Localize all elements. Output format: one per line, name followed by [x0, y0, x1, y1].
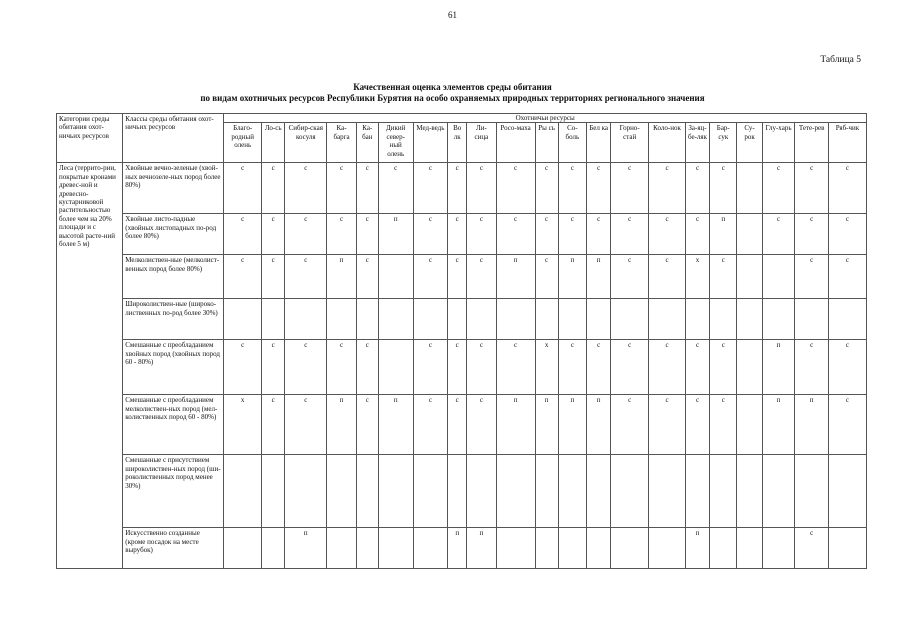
rating-cell: х [685, 255, 709, 299]
rating-cell [828, 455, 866, 528]
rating-cell: с [224, 255, 262, 299]
rating-cell: п [378, 214, 413, 255]
species-header: Тете-рев [795, 123, 829, 163]
species-header: Ли-сица [467, 123, 496, 163]
rating-cell: с [356, 255, 378, 299]
species-header: Бар-сук [710, 123, 737, 163]
rating-cell [496, 299, 535, 340]
rating-cell [649, 455, 686, 528]
table-row [57, 163, 867, 214]
rating-cell [285, 455, 327, 528]
rating-cell [685, 455, 709, 528]
rating-cell [224, 528, 262, 569]
rating-cell [327, 299, 356, 340]
rating-cell: с [285, 340, 327, 395]
rating-cell [224, 299, 262, 340]
rating-cell [737, 395, 762, 455]
rating-cell: п [496, 255, 535, 299]
rating-cell: п [762, 340, 795, 395]
rating-cell [356, 528, 378, 569]
rating-cell: с [285, 255, 327, 299]
rating-cell [685, 299, 709, 340]
habitat-class-label: Смешанные с преобладанием мелколиствен-ных пород (мел-колиственных пород 60 - 80%) [123, 395, 224, 455]
rating-cell: с [611, 340, 649, 395]
rating-cell: с [649, 395, 686, 455]
rating-cell [467, 299, 496, 340]
rating-cell: с [285, 395, 327, 455]
rating-cell: с [685, 340, 709, 395]
rating-cell [737, 340, 762, 395]
rating-cell [587, 528, 611, 569]
rating-cell: с [828, 395, 866, 455]
col-header-category: Категории среды обитания охот-ничьих ресурсов [57, 114, 123, 163]
rating-cell: с [356, 340, 378, 395]
rating-cell [285, 299, 327, 340]
rating-cell: п [558, 255, 586, 299]
habitat-class-label: Искусственно созданные (кроме посадок на месте вырубок) [123, 528, 224, 569]
species-header: Ка-барга [327, 123, 356, 163]
rating-cell [558, 528, 586, 569]
page-number: 61 [448, 10, 457, 20]
rating-cell [378, 528, 413, 569]
rating-cell [262, 299, 285, 340]
rating-cell [737, 255, 762, 299]
table-title [0, 82, 905, 104]
rating-cell [448, 299, 467, 340]
table-label: Таблица 5 [820, 55, 861, 65]
rating-cell: с [535, 214, 558, 255]
rating-cell: с [496, 340, 535, 395]
rating-cell: п [762, 395, 795, 455]
rating-cell: с [327, 340, 356, 395]
rating-cell: с [467, 214, 496, 255]
species-header: Горно-стай [611, 123, 649, 163]
rating-cell [737, 528, 762, 569]
rating-cell: с [649, 163, 686, 214]
rating-cell: с [224, 163, 262, 214]
species-header: Ка-бан [356, 123, 378, 163]
species-header: Глу-харь [762, 123, 795, 163]
rating-cell: с [413, 340, 448, 395]
table-row [57, 214, 867, 255]
habitat-class-label: Хвойные вечно-зеленые (хвой-ных вечнозеле-ных пород более 80%) [123, 163, 224, 214]
rating-cell [762, 299, 795, 340]
habitat-class-label: Широколиствен-ные (широко-лиственных по-род более 30%) [123, 299, 224, 340]
species-header: Мед-ведь [413, 123, 448, 163]
habitat-class-label: Смешанные с преобладанием хвойных пород (хвойных пород 60 - 80%) [123, 340, 224, 395]
rating-cell: с [448, 395, 467, 455]
rating-cell: с [448, 214, 467, 255]
species-header: Ряб-чик [828, 123, 866, 163]
rating-cell: х [224, 395, 262, 455]
rating-cell: с [649, 340, 686, 395]
rating-cell: с [224, 214, 262, 255]
rating-cell [737, 163, 762, 214]
rating-cell: п [378, 395, 413, 455]
rating-cell [587, 455, 611, 528]
rating-cell [356, 455, 378, 528]
rating-cell: с [828, 163, 866, 214]
habitat-category: Леса (террито-рии, покрытые кронами древес-ной и древесно-кустарниковой растительностью более чем на 20% площади и с высотой расте-ний более 5 м) [57, 163, 123, 569]
table-row [57, 528, 867, 569]
rating-cell: х [535, 340, 558, 395]
rating-cell: с [448, 163, 467, 214]
rating-cell: с [467, 255, 496, 299]
rating-cell: с [356, 163, 378, 214]
rating-cell [496, 528, 535, 569]
rating-cell: п [327, 255, 356, 299]
rating-cell [378, 299, 413, 340]
rating-cell: п [558, 395, 586, 455]
rating-cell: с [496, 214, 535, 255]
species-header: Росо-маха [496, 123, 535, 163]
rating-cell [558, 455, 586, 528]
rating-cell: с [356, 214, 378, 255]
rating-cell [448, 455, 467, 528]
rating-cell [828, 299, 866, 340]
title-line-2: по видам охотничьих ресурсов Республики Бурятия на особо охраняемых природных территориях регионального значения [200, 93, 705, 103]
rating-cell [762, 255, 795, 299]
rating-cell: с [828, 214, 866, 255]
rating-cell: с [587, 214, 611, 255]
rating-cell: п [496, 395, 535, 455]
habitat-class-label: Смешанные с присутствием широколиствен-ных пород (ши-роколиственных пород менее 30%) [123, 455, 224, 528]
table-row [57, 299, 867, 340]
rating-cell [795, 455, 829, 528]
rating-cell [262, 528, 285, 569]
species-header: Ры сь [535, 123, 558, 163]
rating-cell [737, 214, 762, 255]
rating-cell: с [710, 163, 737, 214]
rating-cell [262, 455, 285, 528]
rating-cell: с [448, 255, 467, 299]
col-header-class: Классы среды обитания охот-ничьих ресурсов [123, 114, 224, 163]
rating-cell: с [285, 163, 327, 214]
rating-cell: с [685, 163, 709, 214]
rating-cell [378, 340, 413, 395]
rating-cell: с [795, 255, 829, 299]
rating-cell: с [262, 255, 285, 299]
rating-cell: с [285, 214, 327, 255]
rating-cell: с [611, 214, 649, 255]
species-header: Дикий север-ный олень [378, 123, 413, 163]
rating-cell: с [467, 340, 496, 395]
rating-cell [224, 455, 262, 528]
rating-cell: с [710, 395, 737, 455]
rating-cell [649, 299, 686, 340]
rating-cell: с [262, 395, 285, 455]
rating-cell: с [828, 255, 866, 299]
rating-cell: с [224, 340, 262, 395]
rating-cell [535, 299, 558, 340]
rating-cell: с [710, 340, 737, 395]
rating-cell: с [587, 163, 611, 214]
rating-cell [762, 455, 795, 528]
species-header: Коло-нок [649, 123, 686, 163]
rating-cell: с [685, 395, 709, 455]
rating-cell [378, 255, 413, 299]
rating-cell: с [262, 340, 285, 395]
rating-cell [496, 455, 535, 528]
rating-cell: с [467, 163, 496, 214]
rating-cell [710, 299, 737, 340]
rating-cell [710, 528, 737, 569]
rating-cell: с [378, 163, 413, 214]
rating-cell [535, 455, 558, 528]
rating-cell: с [611, 255, 649, 299]
rating-cell [378, 455, 413, 528]
rating-cell: с [558, 214, 586, 255]
rating-cell: с [448, 340, 467, 395]
rating-cell: с [535, 163, 558, 214]
rating-cell [558, 299, 586, 340]
rating-cell: с [496, 163, 535, 214]
rating-cell: п [535, 395, 558, 455]
rating-cell: с [262, 214, 285, 255]
rating-cell: с [356, 395, 378, 455]
rating-cell [327, 455, 356, 528]
rating-cell [795, 299, 829, 340]
rating-cell [762, 528, 795, 569]
rating-cell: с [327, 163, 356, 214]
rating-cell: с [795, 214, 829, 255]
rating-cell: с [587, 340, 611, 395]
rating-cell: с [413, 395, 448, 455]
rating-cell: с [649, 255, 686, 299]
rating-cell [611, 299, 649, 340]
rating-cell [611, 528, 649, 569]
rating-cell [710, 455, 737, 528]
rating-cell: с [762, 163, 795, 214]
species-header: Во лк [448, 123, 467, 163]
rating-cell: с [413, 163, 448, 214]
rating-cell: с [413, 255, 448, 299]
habitat-class-label: Мелколиствен-ные (мелколист-венных пород более 80%) [123, 255, 224, 299]
rating-cell [737, 455, 762, 528]
rating-cell: п [285, 528, 327, 569]
species-header: Су-рок [737, 123, 762, 163]
rating-cell: п [587, 395, 611, 455]
rating-cell: п [795, 395, 829, 455]
rating-cell: с [795, 163, 829, 214]
species-header: За-яц-бе-ляк [685, 123, 709, 163]
rating-cell: с [262, 163, 285, 214]
rating-cell: с [685, 214, 709, 255]
table-row [57, 455, 867, 528]
resources-header: Охотничьи ресурсы [224, 114, 867, 123]
habitat-class-label: Хвойные листо-падные (хвойных листопадных по-род более 80%) [123, 214, 224, 255]
rating-cell: с [710, 255, 737, 299]
rating-cell: с [828, 340, 866, 395]
title-line-1: Качественная оценка элементов среды обитания [353, 82, 552, 92]
table-row [57, 340, 867, 395]
rating-cell: п [448, 528, 467, 569]
rating-cell: п [467, 528, 496, 569]
rating-cell: п [327, 395, 356, 455]
rating-cell: п [685, 528, 709, 569]
rating-cell [467, 455, 496, 528]
rating-cell [587, 299, 611, 340]
rating-cell [737, 299, 762, 340]
rating-cell: с [795, 528, 829, 569]
rating-cell: п [587, 255, 611, 299]
rating-cell [413, 528, 448, 569]
species-header: Бел ка [587, 123, 611, 163]
rating-cell: п [710, 214, 737, 255]
rating-cell: с [611, 395, 649, 455]
rating-cell: с [327, 214, 356, 255]
rating-cell: с [535, 255, 558, 299]
rating-cell [413, 455, 448, 528]
rating-cell [611, 455, 649, 528]
rating-cell [413, 299, 448, 340]
rating-cell [828, 528, 866, 569]
species-header: Сибир-ская косуля [285, 123, 327, 163]
rating-cell [356, 299, 378, 340]
rating-cell: с [795, 340, 829, 395]
species-header: Ло-сь [262, 123, 285, 163]
rating-cell: с [467, 395, 496, 455]
rating-cell [535, 528, 558, 569]
rating-cell [649, 528, 686, 569]
rating-cell: с [558, 163, 586, 214]
table-row [57, 395, 867, 455]
rating-cell: с [762, 214, 795, 255]
rating-cell [327, 528, 356, 569]
species-header: Благо-родный олень [224, 123, 262, 163]
species-header: Со-боль [558, 123, 586, 163]
rating-cell: с [558, 340, 586, 395]
rating-cell: с [649, 214, 686, 255]
table-row [57, 255, 867, 299]
rating-cell: с [611, 163, 649, 214]
rating-cell: с [413, 214, 448, 255]
habitat-assessment-table [56, 113, 867, 569]
